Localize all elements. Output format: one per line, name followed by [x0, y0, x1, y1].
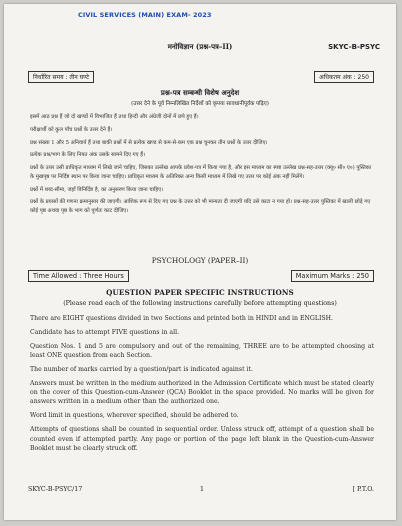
exam-stamp: CIVIL SERVICES (MAIN) EXAM- 2023 [78, 11, 212, 19]
english-paper-title: PSYCHOLOGY (PAPER–II) [151, 256, 249, 265]
hindi-instruction: प्रश्नों में शब्द-सीमा, जहाँ विनिर्दिष्ट है, का अनुसरण किया जाना चाहिए। [30, 186, 164, 193]
english-instruction: There are EIGHT questions divided in two Sections and printed both in HINDI and in ENGLISH. [30, 315, 333, 322]
hindi-instructions [30, 113, 372, 220]
question-paper-page [4, 4, 396, 520]
english-instruction: Attempts of questions shall be counted in sequential order. Unless struck off, attempt of a question shall be counted even if attempted partly. Any page or portion of the page left blank in the Question-cum-Answer Booklet must be clearly struck off. [30, 426, 374, 452]
english-instructions [30, 314, 374, 458]
english-max-marks: Maximum Marks : 250 [291, 270, 374, 282]
english-time-allowed: Time Allowed : Three Hours [28, 270, 129, 282]
hindi-instruction: प्रश्नों के उत्तर उसी प्राधिकृत माध्यम में लिखे जाने चाहिए, जिसका उल्लेख आपके प्रवेश-पत्र में किया गया है, और इस माध्यम का स्पष्ट उल्लेख प्रश्न-सह-उत्तर (क्यू० सी० ए०) पुस्तिका के मुखपृष्ठ पर निर्दिष्ट स्थान पर किया जाना चाहिए। प्राधिकृत माध्यम के अतिरिक्त अन्य किसी माध्यम में लिखे गए उत्तर पर कोई अंक नहीं मिलेंगे। [30, 165, 372, 180]
hindi-paper-title: मनोविज्ञान (प्रश्न-पत्र–II) [167, 42, 233, 51]
english-instruction: The number of marks carried by a question/part is indicated against it. [30, 365, 253, 373]
paper-code: SKYC-B-PSYC [328, 43, 380, 51]
hindi-instruction: प्रत्येक प्रश्न/भाग के लिए नियत अंक उसके सामने दिए गए हैं। [30, 152, 146, 159]
english-instructions-subheading: (Please read each of the following instructions carefully before attempting questions) [63, 300, 337, 307]
hindi-instruction: प्रश्न संख्या 1 और 5 अनिवार्य हैं तथा बाकी प्रश्नों में से प्रत्येक खण्ड से कम-से-कम एक प्रश्न चुनकर तीन प्रश्नों के उत्तर दीजिए। [30, 139, 268, 146]
hindi-max-marks: अधिकतम अंक : 250 [314, 71, 374, 83]
english-instructions-heading: QUESTION PAPER SPECIFIC INSTRUCTIONS [106, 288, 294, 297]
pto-label: [ P.T.O. [352, 486, 374, 493]
footer-paper-code: SKYC-B-PSYC/17 [28, 486, 83, 493]
hindi-instructions-heading: प्रश्न-पत्र सम्बन्धी विशेष अनुदेश [160, 88, 240, 97]
hindi-time-allowed: निर्धारित समय : तीन घण्टे [28, 71, 94, 83]
page-number: 1 [200, 486, 205, 493]
english-instruction: Question Nos. 1 and 5 are compulsory and out of the remaining, THREE are to be attempted choosing at least ONE question from each Section. [30, 342, 374, 360]
english-instruction: Word limit in questions, wherever specified, should be adhered to. [30, 412, 239, 420]
hindi-instruction: परीक्षार्थी को कुल पाँच प्रश्नों के उत्तर देने हैं। [30, 126, 113, 133]
hindi-instructions-subheading: (उत्तर देने के पूर्व निम्नलिखित निर्देशों को कृपया सावधानीपूर्वक पढ़िए) [131, 101, 269, 107]
english-instruction: Answers must be written in the medium authorized in the Admission Certificate which must be stated clearly on the cover of this Question-cum-Answer (QCA) Booklet in the space provided. No marks will be given for answers written in a medium other than the authorized one. [30, 379, 374, 406]
hindi-instruction: इसमें आठ प्रश्न हैं जो दो खण्डों में विभाजित हैं तथा हिन्दी और अंग्रेजी दोनों में छपे हुए हैं। [30, 114, 199, 120]
hindi-instruction: प्रश्नों के प्रयासों की गणना क्रमानुसार की जाएगी। आंशिक रूप से दिए गए प्रश्न के उत्तर को भी मान्यता दी जाएगी यदि उसे काटा न गया हो। प्रश्न-सह-उत्तर पुस्तिका में खाली छोड़े गए कोई पृष्ठ अथवा पृष्ठ के भाग को पूर्णतः काट दीजिए। [30, 199, 371, 214]
english-instruction: Candidate has to attempt FIVE questions in all. [30, 328, 180, 336]
